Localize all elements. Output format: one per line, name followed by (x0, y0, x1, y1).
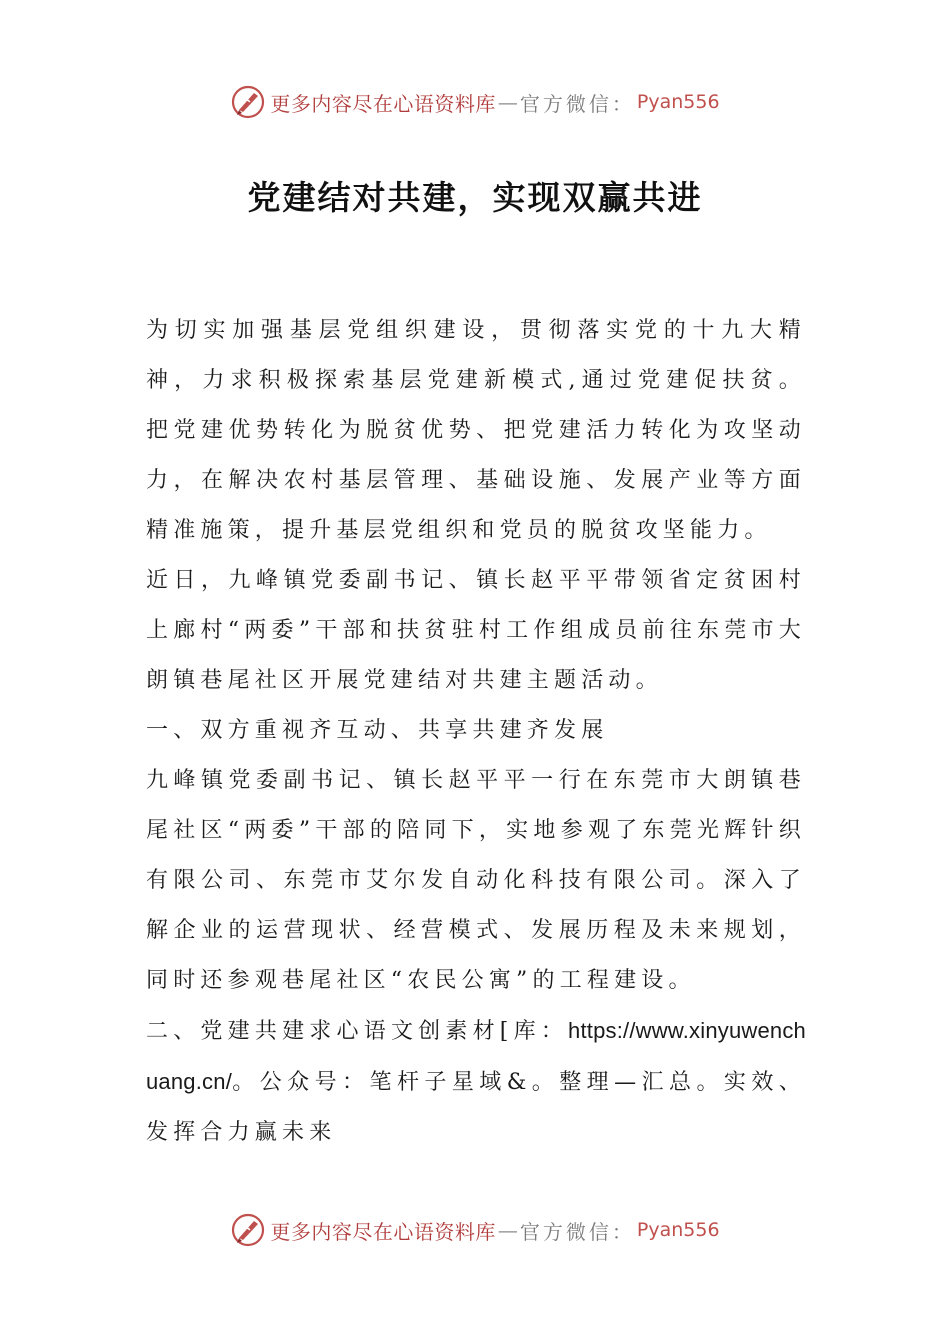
paragraph-visit: 九峰镇党委副书记、镇长赵平平一行在东莞市大朗镇巷尾社区“两委”干部的陪同下，实地参观了东莞光辉针织有限公司、东莞市艾尔发自动化科技有限公司。深入了解企业的运营现状、经营模式、发展历程及未来规划，同时还参观巷尾社区“农民公寓”的工程建设。 (146, 768, 806, 993)
pen-logo-icon (230, 84, 266, 120)
watermark-wechat-id: Pyan556 (636, 1219, 720, 1241)
paragraph-event: 近日，九峰镇党委副书记、镇长赵平平带领省定贫困村上廊村“两委”干部和扶贫驻村工作组成员前往东莞市大朗镇巷尾社区开展党建结对共建主题活动。 (146, 568, 806, 693)
resource-link[interactable]: https://www.xinyuwenchuang.cn/ (146, 1018, 806, 1094)
section-heading-2 (146, 1006, 806, 1158)
watermark-separator: — (497, 90, 518, 114)
watermark-label: 官方微信： (519, 1219, 635, 1244)
paragraph-intro: 为切实加强基层党组织建设，贯彻落实党的十九大精神，力求积极探索基层党建新模式,通过党建促扶贫。把党建优势转化为脱贫优势、把党建活力转化为攻坚动力，在解决农村基层管理、基础设施、发展产业等方面精准施策，提升基层党组织和党员的脱贫攻坚能力。 (146, 318, 806, 543)
document-body (146, 306, 806, 1158)
pen-logo-icon (230, 1212, 266, 1248)
watermark-brand-text: 更多内容尽在心语资料库 (270, 91, 496, 116)
header-watermark (0, 82, 950, 122)
watermark-separator: — (497, 1218, 518, 1242)
watermark-brand-text: 更多内容尽在心语资料库 (270, 1219, 496, 1244)
section-heading-1: 一、双方重视齐互动、共享共建齐发展 (146, 718, 609, 743)
heading-2-suffix: 。公众号：笔杆子星域&。整理—汇总。实效、发挥合力赢未来 (146, 1070, 806, 1145)
watermark-wechat-id: Pyan556 (636, 91, 720, 113)
footer-watermark (0, 1210, 950, 1250)
document-title: 党建结对共建，实现双赢共进 (247, 178, 703, 217)
watermark-label: 官方微信： (519, 91, 635, 116)
heading-2-prefix: 二、党建共建求心语文创素材[库： (146, 1019, 569, 1044)
